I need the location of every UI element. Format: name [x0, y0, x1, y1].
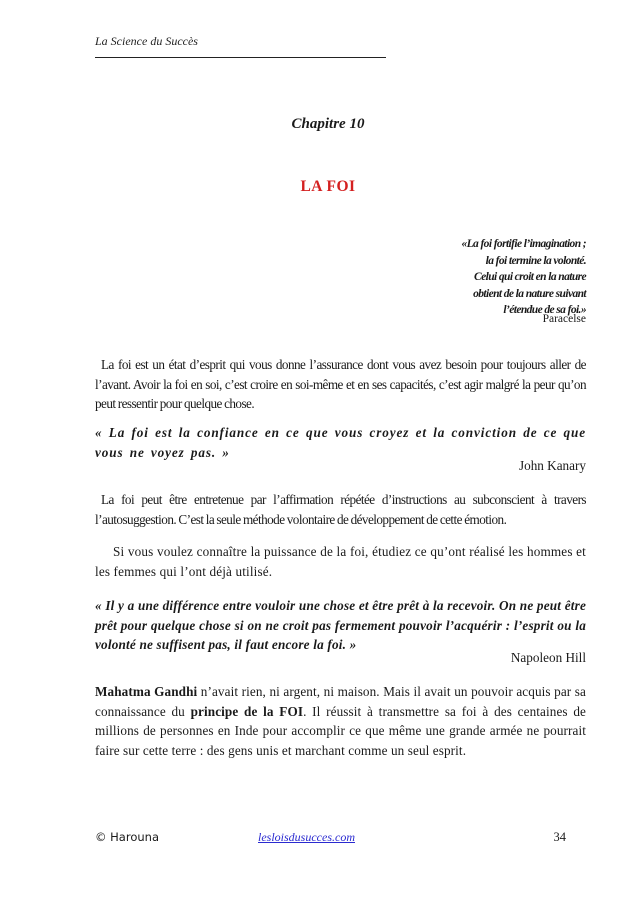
quote-kanary-author: John Kanary [518, 458, 586, 473]
gandhi-name: Mahatma Gandhi [95, 684, 198, 699]
paragraph-3: Si vous voulez connaître la puissance de la foi, étudiez ce qu’ont réalisé les hommes et les femmes qui l’ont déjà utilisé. [95, 544, 586, 579]
epigraph-author: Paracelse [542, 313, 586, 325]
chapter-title: LA FOI [300, 178, 356, 195]
epigraph [346, 236, 586, 319]
quote-hill: « Il y a une différence entre vouloir une chose et être prêt à la recevoir. On ne peut être prêt pour quelque chose si on ne croit pas fermement pouvoir l’acquérir : l’esprit ou la volonté ne suffisent pas, il faut encore la foi. » [95, 598, 586, 652]
paragraph-4 [95, 682, 586, 760]
epigraph-line: l’étendue de sa foi.» [503, 304, 586, 317]
running-header: La Science du Succès [95, 34, 198, 48]
paragraph-4-part-a: n’avait rien, ni argent, ni maison. Mais il avait un pouvoir acquis par sa connaissance du [95, 684, 586, 719]
paragraph-1: La foi est un état d’esprit qui vous donne l’assurance dont vous avez besoin pour toujours aller de l’avant. Avoir la foi en soi, c’est croire en soi-même et en ses capacités, c’est agir malgré la peur qu’on peut ressentir pour quelque chose. [95, 357, 586, 411]
header-rule [95, 57, 386, 58]
paragraph-2: La foi peut être entretenue par l’affirmation répétée d’instructions au subconscient à travers l’autosuggestion. C’est la seule méthode volontaire de développement de cette émotion. [95, 492, 586, 527]
epigraph-line: la foi termine la volonté. [485, 254, 586, 267]
principle-of-faith: principe de la FOI [190, 703, 304, 719]
page-number: 34 [553, 830, 566, 844]
chapter-label: Chapitre 10 [291, 116, 365, 132]
epigraph-line: «La foi fortifie l’imagination ; [461, 238, 586, 250]
epigraph-line: Celui qui croit en la nature [474, 271, 586, 284]
footer-website-link[interactable]: lesloisdusucces.com [258, 830, 355, 844]
quote-kanary: « La foi est la confiance en ce que vous croyez et la conviction de ce que vous ne voyez pas. » [95, 425, 586, 460]
paragraph-4-part-b: . Il réussit à transmettre sa foi à des centaines de millions de personnes en Inde pour accomplir ce que même une grande armée ne pourrait faire sur cette terre : des gens unis et marchant comme un seul esprit. [95, 703, 586, 758]
epigraph-line: obtient de la nature suivant [473, 287, 586, 300]
footer-copyright: © Harouna [95, 830, 159, 844]
quote-hill-author: Napoleon Hill [510, 650, 586, 665]
